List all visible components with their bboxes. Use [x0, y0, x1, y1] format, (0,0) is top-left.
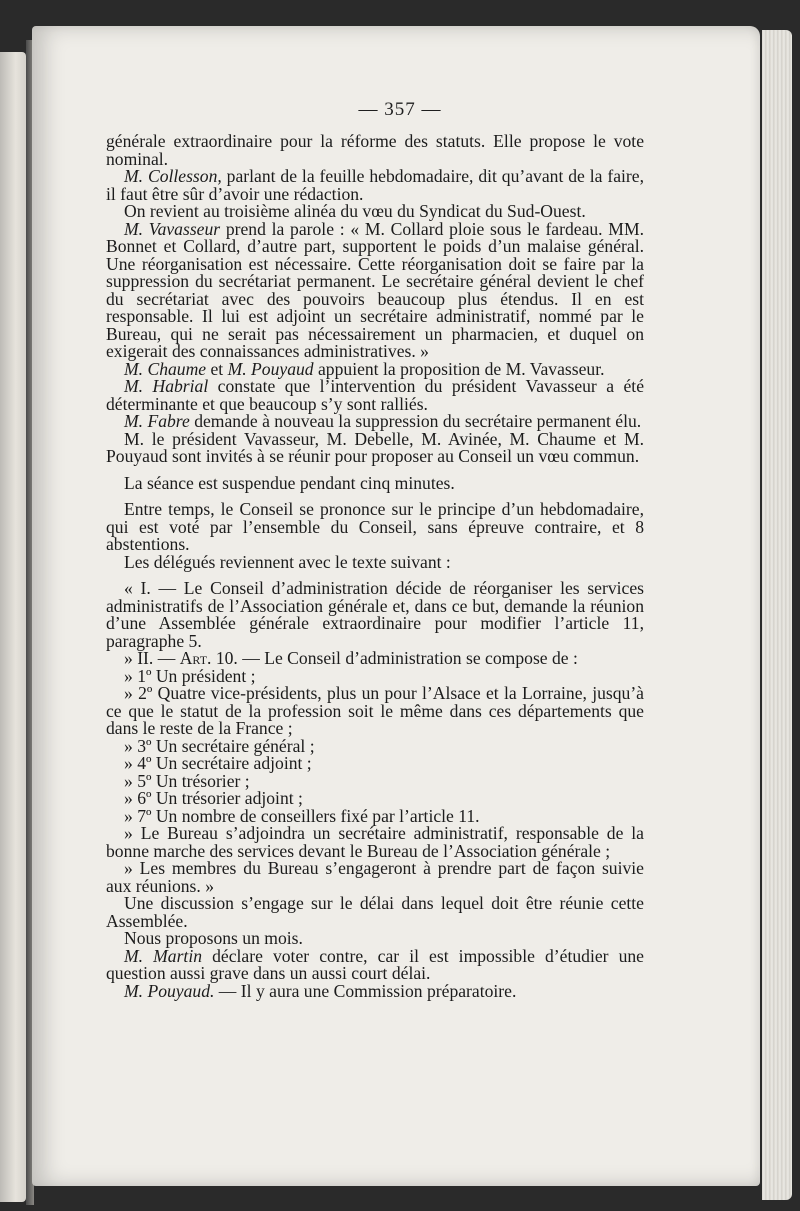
body-text — [106, 133, 644, 1000]
paragraph-text: « I. — Le Conseil d’administration décide de réorganiser les services administratifs de l’Association générale et, dans ce but, demande la réunion d’une Assemblée générale extraordinaire pour modifier l’article 11, paragraphe 5. — [106, 578, 644, 651]
paragraph-text: » 4º Un secrétaire adjoint ; — [124, 753, 312, 773]
page-number: — 357 — — [358, 99, 442, 120]
speaker-name: M. Habrial — [124, 376, 209, 396]
paragraph-text: Les délégués reviennent avec le texte suivant : — [124, 551, 451, 572]
paragraph — [106, 168, 644, 203]
paragraph — [106, 428, 644, 466]
speaker-name: M. Pouyaud. — [124, 980, 215, 1001]
paragraph-text: Une discussion s’engage sur le délai dans lequel doit être réunie cette Assemblée. — [106, 893, 644, 931]
paragraph-text: » II. — — [124, 648, 180, 668]
paragraph-text: » 3º Un secrétaire général ; — [124, 735, 315, 756]
paragraph-text: constate que l’intervention du président Vavasseur a été déterminante et que beaucoup s’y sont ralliés. — [106, 376, 644, 414]
paragraph — [106, 860, 644, 895]
speaker-name: M. Chaume — [124, 358, 207, 379]
paragraph-text: déclare voter contre, car il est impossible d’étudier une question aussi grave dans un aussi court délai. — [106, 945, 644, 983]
paragraph-text: » 5º Un trésorier ; — [124, 770, 250, 791]
paragraph — [106, 825, 644, 860]
paragraph-text: appuient la proposition de M. Vavasseur. — [313, 358, 605, 379]
paragraph-text: prend la parole : « M. Collard ploie sous le fardeau. MM. Bonnet et Collard, d’autre part, supportent le poids d’un malaise général. Une réorganisation est nécessaire. Cette réorganisation doit se faire par la suppression du secrétariat permanent. Le secrétaire général devient le chef du secrétariat avec des pouvoirs beaucoup plus étendus. Il en est responsable. Il lui est adjoint un secrétaire administratif, nommé par le Bureau, qui ne serait pas nécessairement un pharmacien, et duquel on exigerait des connaissances administratives. » — [106, 218, 644, 361]
paragraph-text: générale extraordinaire pour la réforme des statuts. Elle propose le vote nominal. — [106, 131, 644, 169]
paragraph-text: et — [206, 358, 228, 379]
speaker-name: M. Pouyaud — [227, 358, 314, 379]
paragraph — [106, 378, 644, 413]
paragraph — [106, 472, 644, 493]
adjacent-page-edge — [0, 52, 26, 1202]
speaker-name: M. Vavasseur — [124, 218, 221, 239]
paragraph-text: M. le président Vavasseur, M. Debelle, M. Avinée, M. Chaume et M. Pouyaud sont invités à se réunir pour proposer au Conseil un vœu commun. — [106, 428, 644, 466]
paragraph-text: Nous proposons un mois. — [124, 928, 303, 948]
paragraph-text: » 1º Un président ; — [124, 665, 256, 686]
paragraph-text: » 2º Quatre vice-présidents, plus un pour l’Alsace et la Lorraine, jusqu’à ce que le statut de la profession soit le même dans ces départements que dans le reste de la France ; — [106, 683, 644, 738]
paragraph-text: » Le Bureau s’adjoindra un secrétaire administratif, responsable de la bonne marche des services devant le Bureau de l’Association générale ; — [106, 823, 644, 861]
paragraph-text: On revient au troisième alinéa du vœu du Syndicat du Sud-Ouest. — [124, 201, 586, 221]
article-label: Art. — [179, 648, 212, 668]
paragraph — [106, 551, 644, 572]
list-item — [106, 685, 644, 738]
paragraph-text: » 7º Un nombre de conseillers fixé par l’article 11. — [124, 805, 480, 826]
paragraph-text: parlant de la feuille hebdomadaire, dit qu’avant de la faire, il faut être sûr d’avoir une rédaction. — [106, 166, 644, 204]
paragraph — [106, 980, 644, 1001]
speaker-name: M. Martin — [124, 945, 203, 966]
paragraph-text: » Les membres du Bureau s’engageront à prendre part de façon suivie aux réunions. » — [106, 858, 644, 896]
paragraph-text: » 6º Un trésorier adjoint ; — [124, 788, 303, 808]
paragraph-text: Entre temps, le Conseil se prononce sur le principe d’un hebdomadaire, qui est voté par l’ensemble du Conseil, sans épreuve contraire, et 8 abstentions. — [106, 499, 644, 554]
paragraph — [106, 133, 644, 168]
speaker-name: M. Collesson, — [124, 166, 222, 186]
paragraph — [106, 945, 644, 983]
paragraph — [106, 218, 644, 361]
paragraph — [106, 580, 644, 650]
paragraph-text: demande à nouveau la suppression du secrétaire permanent élu. — [189, 411, 642, 431]
paragraph — [106, 501, 644, 554]
paragraph-text: — Il y aura une Commission préparatoire. — [214, 980, 517, 1001]
page-stack-edge — [762, 30, 792, 1200]
paragraph-text: 10. — Le Conseil d’administration se compose de : — [211, 648, 578, 668]
speaker-name: M. Fabre — [124, 411, 190, 431]
paragraph-text: La séance est suspendue pendant cinq minutes. — [124, 472, 455, 493]
paragraph — [106, 895, 644, 930]
